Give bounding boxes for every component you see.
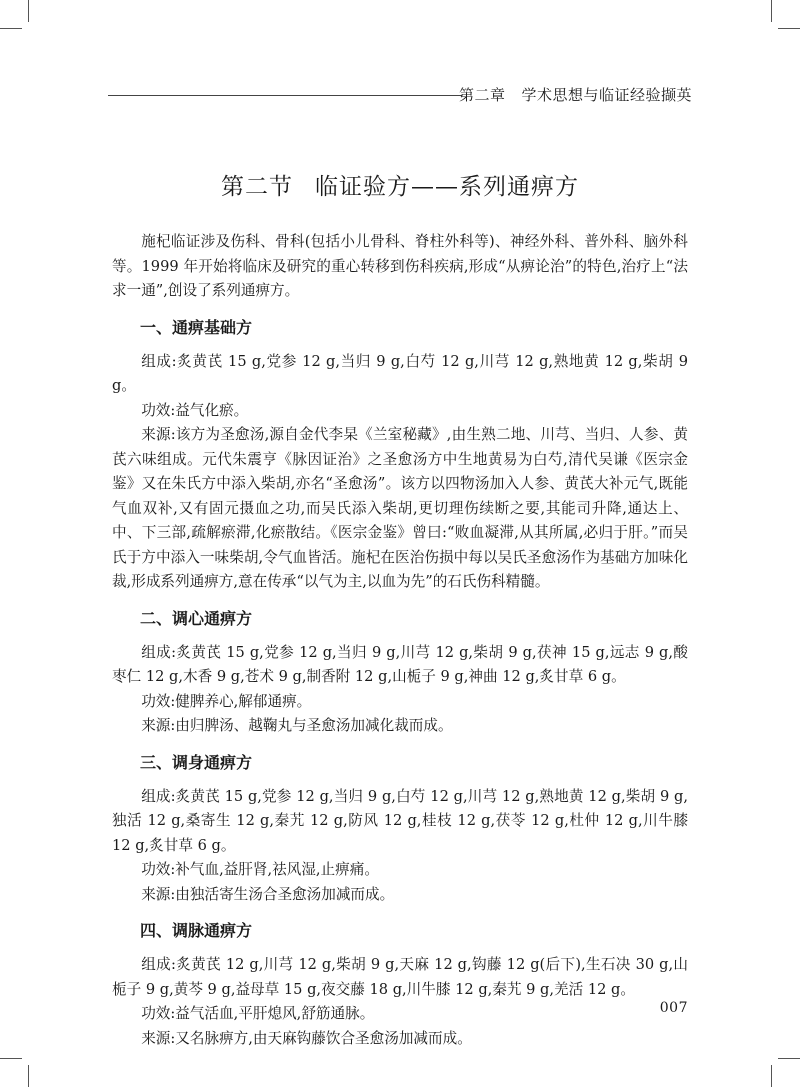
crop-mark-top-right-h xyxy=(778,28,800,29)
formula-2-source: 来源:由归脾汤、越鞠丸与圣愈汤加减化裁而成。 xyxy=(141,717,453,734)
formula-3-composition: 组成:炙黄芪 15 g,党参 12 g,当归 9 g,白芍 12 g,川芎 12 g,熟地黄 12 g,柴胡 9 g,独活 12 g,桑寄生 12 g,秦艽 12 g,防风 12 g,桂枝 12 g,茯苓 12 g,杜仲 12 g,川牛膝 12 g,炙甘草 6 g。 xyxy=(112,787,688,854)
formula-4-effect: 功效:益气活血,平肝熄风,舒筋通脉。 xyxy=(141,1005,375,1022)
formula-4-composition: 组成:炙黄芪 12 g,川芎 12 g,柴胡 9 g,天麻 12 g,钩藤 12 g(后下),生石决 30 g,山栀子 9 g,黄芩 9 g,益母草 15 g,夜交藤 18 g,川牛膝 12 g,秦艽 9 g,羌活 12 g。 xyxy=(112,956,688,998)
formula-1-composition: 组成:炙黄芪 15 g,党参 12 g,当归 9 g,白芍 12 g,川芎 12 g,熟地黄 12 g,柴胡 9 g。 xyxy=(112,352,688,394)
chapter-number: 第二章 xyxy=(458,86,506,104)
section-title xyxy=(0,168,800,201)
formula-4-source: 来源:又名脉痹方,由天麻钩藤饮合圣愈汤加减而成。 xyxy=(141,1029,472,1047)
page-body xyxy=(112,230,688,1051)
section-title-text: 临证验方——系列通痹方 xyxy=(315,174,579,200)
formula-heading-4: 四、调脉通痹方 xyxy=(140,921,253,940)
section-number: 第二节 xyxy=(221,174,293,200)
formula-2-effect: 功效:健脾养心,解郁通痹。 xyxy=(141,692,312,710)
crop-mark-top-left-v xyxy=(28,0,29,22)
running-head xyxy=(108,82,692,110)
chapter-heading xyxy=(459,84,692,105)
formula-3-source: 来源:由独活寄生汤合圣愈汤加减而成。 xyxy=(141,885,395,903)
intro-paragraph: 施杞临证涉及伤科、骨科(包括小儿骨科、脊柱外科等)、神经外科、普外科、脑外科等。1999 年开始将临床及研究的重心转移到伤科疾病,形成“从痹论治”的特色,治疗上“法求一通”,创设了系列通痹方。 xyxy=(112,233,688,299)
crop-mark-bottom-right-h xyxy=(778,1058,800,1059)
crop-mark-bottom-left-v xyxy=(28,1065,29,1087)
formula-2-composition: 组成:炙黄芪 15 g,党参 12 g,当归 9 g,川芎 12 g,柴胡 9 g,茯神 15 g,远志 9 g,酸枣仁 12 g,木香 9 g,苍术 9 g,制香附 12 g,山栀子 9 g,神曲 12 g,炙甘草 6 g。 xyxy=(112,643,688,685)
formula-3-effect: 功效:补气血,益肝肾,祛风湿,止痹痛。 xyxy=(141,861,379,878)
crop-mark-bottom-left-h xyxy=(0,1058,22,1059)
formula-1-effect: 功效:益气化瘀。 xyxy=(141,401,249,419)
header-rule xyxy=(108,95,462,96)
page-number: 007 xyxy=(659,1000,688,1016)
crop-mark-top-left-h xyxy=(0,28,22,29)
formula-heading-3: 三、调身通痹方 xyxy=(140,752,253,772)
formula-heading-1: 一、通痹基础方 xyxy=(140,317,253,337)
crop-mark-bottom-right-v xyxy=(771,1065,772,1087)
chapter-title: 学术思想与临证经验撷英 xyxy=(521,86,692,104)
crop-mark-top-right-v xyxy=(771,0,772,22)
formula-1-source: 来源:该方为圣愈汤,源自金代李杲《兰室秘藏》,由生熟二地、川芎、当归、人参、黄芪六味组成。元代朱震亨《脉因证治》之圣愈汤方中生地黄易为白芍,清代吴谦《医宗金鉴》又在朱氏方中添入柴胡,亦名“圣愈汤”。该方以四物汤加入人参、黄芪大补元气,既能气血双补,又有固元摄血之功,而吴氏添入柴胡,更切理伤续断之要,其能司升降,通达上、中、下三部,疏解瘀滞,化瘀散结。《医宗金鉴》曾曰:“败血凝滞,从其所属,必归于肝。”而吴氏于方中添入一味柴胡,令气血皆活。施杞在医治伤损中每以吴氏圣愈汤作为基础方加味化裁,形成系列通痹方,意在传承“以气为主,以血为先”的石氏伤科精髓。 xyxy=(112,426,688,590)
formula-heading-2: 二、调心通痹方 xyxy=(140,608,253,628)
